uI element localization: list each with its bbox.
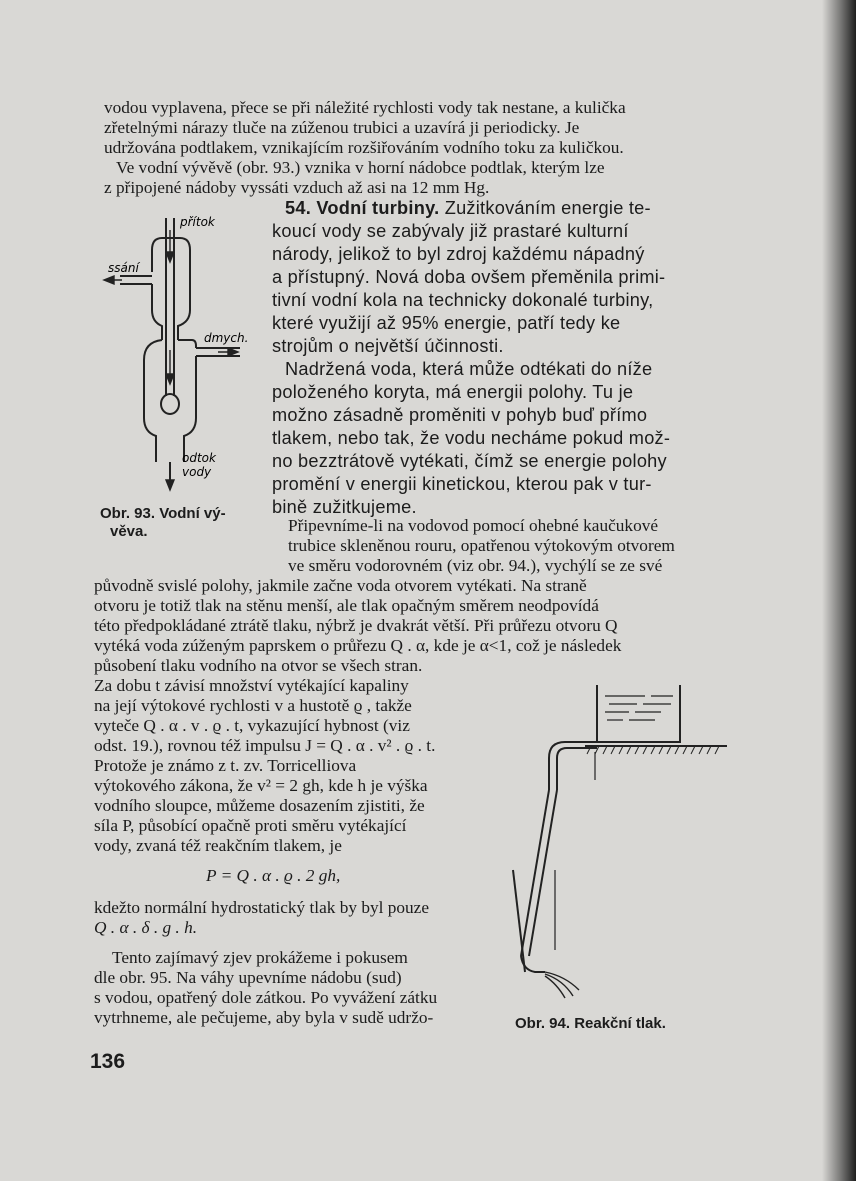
text-line: udržována podtlakem, vznikajícím rozšiřováním vodního toku za kuličkou.: [104, 138, 624, 157]
figure-94-reaction-pressure: [505, 680, 735, 1010]
label-suction: ssání: [108, 261, 139, 275]
text-line: odst. 19.), rovnou též impulsu J = Q . α . v² . ϱ . t.: [94, 736, 436, 755]
text-line: zřetelnými nárazy tluče na zúženou trubici a uzavírá ji periodicky. Je: [104, 118, 580, 137]
text-line: tivní vodní kola na technicky dokonalé turbiny,: [272, 290, 654, 310]
label-blast: dmych.: [204, 331, 249, 345]
text-line: a přístupný. Nová doba ovšem přeměnila primi-: [272, 267, 666, 287]
text-line: vytéká voda zúženým paprskem o průřezu Q . α, kde je α<1, což je následek: [94, 636, 622, 655]
text-line: Tento zajímavý zjev prokážeme i pokusem: [112, 948, 408, 967]
text-line: původně svislé polohy, jakmile začne voda otvorem vytékati. Na straně: [94, 576, 587, 595]
text-line: tlakem, nebo tak, že vodu necháme pokud mož-: [272, 428, 671, 448]
nozzle-bulb: [161, 394, 179, 414]
text-line: no bezztrátově vytékati, čímž se energie polohy: [272, 451, 667, 471]
text-line: s vodou, opatřený dole zátkou. Po vyvážení zátku: [94, 988, 438, 1007]
text-line: dle obr. 95. Na váhy upevníme nádobu (sud): [94, 968, 402, 987]
text-line: výtokového zákona, že v² = 2 gh, kde h je výška: [94, 776, 428, 795]
text-line: Nadržená voda, která může odtékati do níže: [285, 359, 653, 379]
text-line: na její výtokové rychlosti v a hustotě ϱ , takže: [94, 696, 412, 715]
figure-94-caption: Obr. 94. Reakční tlak.: [515, 1015, 666, 1032]
text-line: trubice skleněnou rouru, opatřenou výtokovým otvorem: [288, 536, 675, 555]
water-tank: [597, 685, 680, 742]
text-line: kdežto normální hydrostatický tlak by byl pouze: [94, 898, 429, 917]
text-line: této předpokládané ztrátě tlaku, nýbrž je dvakrát větší. Při průřezu otvoru Q: [94, 616, 618, 635]
figure-93-caption-line: věva.: [110, 523, 148, 540]
text-line: které využijí až 95% energie, patří tedy ke: [272, 313, 621, 333]
text-line: z připojené nádoby vyssáti vzduch až asi na 12 mm Hg.: [104, 178, 490, 197]
text-line: bině zužitkujeme.: [272, 497, 417, 517]
text-line: Připevníme-li na vodovod pomocí ohebné kaučukové: [288, 516, 659, 535]
text-line: národy, jelikož to byl zdroj každému nápadný: [272, 244, 645, 264]
text-line: ve směru vodorovném (viz obr. 94.), vychýlí se ze své: [288, 556, 663, 575]
text-line: možno zásadně proměniti v pohyb buď přímo: [272, 405, 648, 425]
text-line: Za dobu t závisí množství vytékající kapaliny: [94, 676, 409, 695]
label-outflow-2: vody: [182, 465, 212, 479]
text-line: vyteče Q . α . v . ϱ . t, vykazující hybnost (viz: [94, 716, 410, 735]
text-line: koucí vody se zabývaly již prastaré kulturní: [272, 221, 629, 241]
text-line: vodou vyplavena, přece se při náležité rychlosti vody tak nestane, a kulička: [104, 98, 626, 117]
figure-93-water-pump: [100, 200, 280, 500]
formula: P = Q . α . ϱ . 2 gh,: [206, 866, 341, 885]
page-edge-shadow: [822, 0, 856, 1181]
water-jet: [545, 972, 579, 998]
page-number: 136: [90, 1050, 126, 1073]
figure-93-caption-line: Obr. 93. Vodní vý-: [100, 505, 226, 522]
label-inflow: přítok: [180, 215, 215, 229]
hose: [521, 790, 549, 956]
text-line: působení tlaku vodního na otvor se všech stran.: [94, 656, 423, 675]
text-line: síla P, působící opačně proti směru vytékající: [94, 816, 407, 835]
text-line: Protože je známo z t. zv. Torricelliova: [94, 756, 357, 775]
text-line: Q . α . δ . g . h.: [94, 918, 198, 937]
text-line: strojům o největší účinnosti.: [272, 336, 504, 356]
section-first-line: 54. Vodní turbiny. Zužitkováním energie te-: [285, 198, 651, 218]
text-line: položeného koryta, má energii polohy. Tu je: [272, 382, 634, 402]
text-line: vytrhneme, ale pečujeme, aby byla v sudě udržo-: [94, 1008, 434, 1027]
text-line: vodního sloupce, můžeme dosazením zjistiti, že: [94, 796, 425, 815]
section-heading: 54. Vodní turbiny.: [285, 198, 440, 218]
label-outflow-1: odtok: [182, 451, 216, 465]
lower-chamber: [144, 340, 162, 462]
glass-tube: [513, 870, 525, 972]
text-line: vody, zvaná též reakčním tlakem, je: [94, 836, 342, 855]
text-line: Ve vodní vývěvě (obr. 93.) vznika v horní nádobce podtlak, kterým lze: [116, 158, 605, 177]
text-line: otvoru je totiž tlak na stěnu menší, ale tlak opačným směrem neodpovídá: [94, 596, 599, 615]
text-line: promění v energii kinetickou, kterou pak v tur-: [272, 474, 652, 494]
